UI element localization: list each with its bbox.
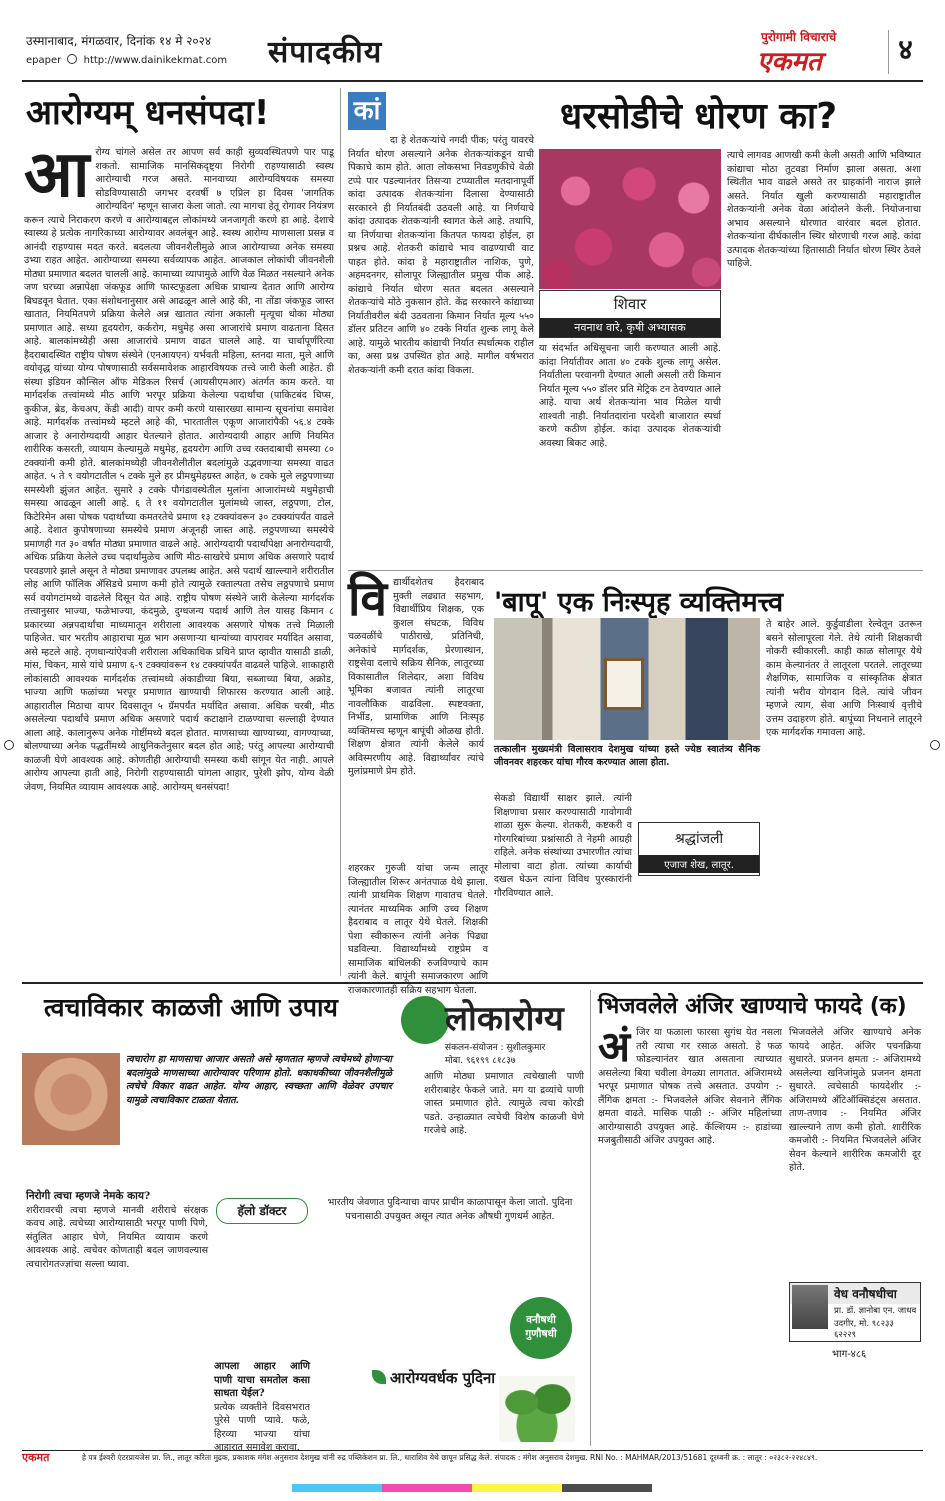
lokarogya-editor-name: संकलन-संयोजन : सुशीलकुमार — [445, 1043, 546, 1053]
feature2-col3b — [638, 880, 760, 976]
lokarogya-phone: मोबा. ९६१९९ ८१८३७ — [445, 1056, 516, 1066]
vedh-phone: उदगीर, मो. ९८२३३ ६२२२९ — [834, 1319, 894, 1340]
anjir-col2b — [789, 1362, 921, 1446]
registration-mark-icon — [930, 740, 940, 750]
editorial-dropcap: आ — [24, 137, 90, 212]
meditation-icon — [401, 996, 449, 1044]
vanoushadhi-badge: वनौषधी गुणौषधी — [510, 1297, 572, 1359]
anjir-title: भिजवलेले अंजिर खाण्याचे फायदे (क) — [598, 994, 907, 1019]
editorial-body — [24, 137, 334, 976]
feature2-col4: ते बाहेर आले. कुर्डुवाडीला रेल्वेतून उतरून बसने सोलापूरला गेले. तेथे त्यांनी शिक्षकाची नोकरी स्वीकारली. काही काळ सोलापूर येथे काम केल्यानंतर ते लातूरला परतले. लातूरच्या शैक्षणिक, सामाजिक व सांस्कृतिक क्षेत्रात त्यांनी भरीव योगदान दिले. त्यांचे जीवन म्हणजे त्याग, सेवा आणि निःस्वार्थ वृत्तीचे उत्तम उदाहरण होते. बापूंच्या निधनाने लातूरने एक मार्गदर्शक गमावला आहे. — [766, 619, 922, 738]
logo-tagline: पुरोगामी विचाराचे — [761, 30, 837, 44]
health-intro: त्वचारोग हा माणसाचा आजार असतो असे म्हणतात म्हणजे त्वचेमध्ये होणाऱ्या बदलांमुळे माणसाच्या आरोग्यावर परिणाम होतो. धकाधकीच्या जीवनशैलीमुळे त्वचेचे विकार वाढत आहेत. योग्य आहार, स्वच्छता आणि वेळेवर उपचार यामुळे त्वचाविकार टाळता येतात. — [126, 1054, 392, 1106]
section-divider — [348, 570, 923, 571]
health-body2: प्रत्येक व्यक्तीने दिवसभरात पुरेसे पाणी प्यावे. फळे, हिरव्या भाज्या यांचा आहारात समावेश करावा. — [214, 1401, 310, 1453]
footer-logo: एकमत — [22, 1451, 50, 1464]
feature1-col2: त्याचे लागवड आणखी कमी केली असती आणि भविष्यात कांद्याचा मोठा तुटवडा निर्माण झाला असता. अशा स्थितीत भाव वाढले असते तर ग्राहकांनी नाराज झाले असते. निर्यात खुली करण्यासाठी महाराष्ट्रातील शेतकऱ्यांनी अनेक वेळा आंदोलने केली. नियोजनाचा अभाव असल्याने धोरणात वारंवार बदल होतात. शेतकऱ्यांना दीर्घकालीन स्थिर धोरणाची गरज आहे. कांदा उत्पादक शेतकऱ्यांच्या हितासाठी निर्यात धोरण स्थिर ठेवले पाहिजे. — [727, 150, 921, 269]
color-bar — [292, 1484, 652, 1492]
health-body: शरीरावरची त्वचा म्हणजे मानवी शरीराचे संरक्षक कवच आहे. त्वचेच्या आरोग्यासाठी भरपूर पाणी पिणे, संतुलित आहार घेणे, नियमित व्यायाम करणे आवश्यक आहे. त्वचेवर कोणताही बदल जाणवल्यास त्वचारोगतज्ज्ञांचा सल्ला घ्यावा. — [26, 1204, 208, 1270]
registration-mark-icon — [4, 740, 14, 750]
author-photo — [792, 1285, 828, 1329]
masthead — [22, 28, 923, 78]
lokarogya-title: लोकारोग्य — [445, 999, 564, 1039]
section-title: संपादकीय — [268, 35, 383, 70]
vedh-box — [789, 1282, 921, 1342]
lokarogya-body: आणि मोठ्या प्रमाणात त्वचेखाली पाणी शरीराबाहेर फेकले जाते. मग या द्रव्यांचे पाणी जास्त प्रमाणात होते. त्यामुळे त्वचा कोरडी पडते. उन्हाळ्यात त्वचेची विशेष काळजी घेणे गरजेचे आहे. — [424, 1071, 584, 1136]
pudina-heading — [372, 1368, 495, 1388]
globe-icon — [67, 54, 77, 64]
feature2-title: 'बापू' एक निःस्पृह व्यक्तिमत्त्व — [494, 587, 784, 618]
pudina-title: आरोग्यवर्धक पुदिना — [390, 1369, 496, 1387]
epaper-url[interactable]: http://www.dainikekmat.com — [83, 55, 228, 66]
date-line: उस्मानाबाद, मंगळवार, दिनांक १४ मे २०२४ — [26, 34, 212, 48]
pudina-intro: भारतीय जेवणात पुदिन्याचा वापर प्राचीन काळापासून केला जातो. पुदिना पचनासाठी उपयुक्त असून त्यात अनेक औषधी गुणधर्म आहेत. — [327, 1197, 573, 1222]
shraddhanjali-box — [638, 822, 760, 876]
skin-photo — [22, 1053, 120, 1145]
photo-caption: तत्कालीन मुख्यमंत्री विलासराव देशमुख यांच्या हस्ते ज्येष्ठ स्वातंत्र्य सैनिक जीवनवर शहरकर यांचा गौरव करण्यात आला होता. — [494, 744, 760, 768]
vedh-title: वेध वनौषधीचा — [790, 1283, 920, 1304]
health-title: त्वचाविकार काळजी आणि उपाय — [44, 993, 338, 1022]
series-part: भाग-४८६ — [832, 1349, 867, 1360]
anjir-col1-text: जिर या फळाला फारसा सुगंध येत नसला तरी त्याचा गर रसाळ असतो. हे फळ फोडल्यानंतर खात असताना त्याच्यात असलेल्या बिया चवीला वेगळ्या लागतात. अंजिरामध्ये भरपूर प्रमाणात पोषक तत्त्वे असतात. उपयोग :- लैंगिक क्षमता :- भिजवलेले अंजिर सेवनाने लैंगिक क्षमता वाढते. मासिक पाळी :- अंजिर महिलांच्या आरोग्यासाठी उपयुक्त आहे. कॅल्शियम :- हाडांच्या मजबुतीसाठी अंजिर उपयुक्त आहे. — [598, 1027, 782, 1146]
anjir-col1 — [598, 1022, 782, 1446]
footer-text: हे पत्र ईश्वरी एंटरप्रायजेस प्रा. लि., लातूर करिता मुद्रक, प्रकाशक मंगेश अनुसराव देशमुख यांनी रुद्र पब्लिकेशन प्रा. लि., धाराशिव येथे छापून प्रसिद्ध केले. संपादक : मंगेश अनुसराव देशमुख. RNI No. : MAHMAR/2013/51681 दूरध्वनी क्र. : लातूर : ०२३८२-२२४८४९. — [82, 1453, 818, 1462]
editorial-title: आरोग्यम् धनसंपदा! — [26, 93, 270, 133]
shivar-title: शिवार — [613, 295, 647, 313]
feature2-col1 — [348, 571, 484, 856]
feature2-col2: शहरकर गुरुजी यांचा जन्म लातूर जिल्ह्यातील शिरूर अनंतपाळ येथे झाला. त्यांनी प्राथमिक शिक्षण गावातच घेतले. त्यानंतर माध्यमिक आणि उच्च शिक्षण हैदराबाद व लातूर येथे घेतले. शिक्षकी पेशा स्वीकारून त्यांनी अनेक पिढ्या घडविल्या. विद्यार्थ्यांमध्ये राष्ट्रप्रेम व सामाजिक बांधिलकी रुजविण्याचे काम त्यांनी केले. बापूंनी समाजकारण आणि राजकारणातही सक्रिय सहभाग घेतला. — [348, 863, 488, 996]
page-number: ४ — [888, 30, 922, 74]
feature1-author: नवनाथ वारे, कृषी अभ्यासक — [540, 318, 720, 337]
ka-badge: कां — [348, 92, 386, 130]
health-q2: आपला आहार आणि पाणी याचा समतोल कसा साधता येईल? — [214, 1361, 310, 1399]
feature2-author: एजाज शेख, लातूर. — [639, 855, 759, 873]
health-q1: निरोगी त्वचा म्हणजे नेमके काय? — [26, 1190, 151, 1202]
shraddhanjali-title: श्रद्धांजली — [674, 831, 724, 847]
feature1-col3: या संदर्भात अधिसूचना जारी करण्यात आली आहे. कांदा निर्यातीवर आता ४० टक्के शुल्क लागू असेल. निर्यातीला परवानगी देण्यात आली असली तरी किमान निर्यात मूल्य ५५० डॉलर प्रति मेट्रिक टन ठेवण्यात आले आहे. याचा अर्थ शेतकऱ्यांना भाव मिळेल याची शाश्वती नाही. निर्यातदारांना परदेशी बाजारात स्पर्धा करणे कठीण होईल. कांदा उत्पादक शेतकऱ्यांची अवस्था बिकट आहे. — [539, 343, 721, 449]
feature1-title: धरसोडीचे धोरण का? — [560, 96, 838, 137]
felicitation-photo — [494, 618, 760, 740]
newspaper-logo: एकमत — [757, 47, 822, 77]
feature2-col3: सेकडो विद्यार्थी साक्षर झाले. त्यांनी शिक्षणाचा प्रसार करण्यासाठी गावोगावी शाळा सुरू केल्या. शेतकरी, कष्टकरी व गोरगरिबांच्या प्रश्नांसाठी ते नेहमी आग्रही राहिले. अनेक संस्थांच्या उभारणीत त्यांचा मोलाचा वाटा होता. त्यांच्या कार्याची दखल घेऊन त्यांना विविध पुरस्कारांनी गौरविण्यात आले. — [494, 793, 632, 899]
anjir-col2: भिजवलेले अंजिर खाण्याचे अनेक फायदे आहेत. अंजिर पचनक्रिया सुधारते. प्रजनन क्षमता :- अंजिरामध्ये असलेल्या खनिजांमुळे प्रजनन क्षमता सुधारते. त्वचेसाठी फायदेशीर :- अंजिरामध्ये अँटिऑक्सिडंट्स असतात. ताण-तणाव :- नियमित अंजिर खाल्ल्याने ताण कमी होतो. शारीरिक कमजोरी :- नियमित भिजवलेले अंजिर सेवन केल्याने शारीरिक कमजोरी दूर होते. — [789, 1027, 921, 1173]
onion-photo — [539, 149, 721, 289]
feature2-col1-text: द्यार्थीदशेतच हैदराबाद मुक्ती लढ्यात सहभाग, विद्यार्थीप्रिय शिक्षक, एक कुशल संघटक, विविध चळवळींचे पाठीराखे, प्रतिनिधी, अनेकांचे मार्गदर्शक, प्रेरणास्थान, राष्ट्रसेवा दलाचे सक्रिय सैनिक, लातूरच्या विकासातील शिलेदार, अशा विविध भूमिका बजावत त्यांनी लातूरचा नावलौकिक वाढविला. स्पष्टवक्ता, निर्भीड, प्रामाणिक आणि निःस्पृह व्यक्तिमत्त्व म्हणून बापूंची ओळख होती. शिक्षण क्षेत्रात त्यांनी केलेले कार्य अविस्मरणीय आहे. विद्यार्थ्यांवर त्यांचे मुलांप्रमाणे प्रेम होते. — [348, 577, 484, 777]
hello-doctor-badge: हॅलो डॉक्टर — [216, 1198, 308, 1224]
mint-photo — [499, 1376, 575, 1442]
certificate-frame — [604, 658, 644, 710]
editorial-text: रोग्य चांगले असेल तर आपण सर्व काही सुव्यवस्थितपणे पार पाडू शकतो. सामाजिक मानसिकदृष्ट्या निरोगी राहण्यासाठी स्वस्थ आरोग्याची गरज असते. मानवाच्या आरोग्यविषयक समस्या सोडविण्यासाठी जगभर दरवर्षी ७ एप्रिल हा दिवस 'जागतिक आरोग्यदिन' म्हणून साजरा केला जातो. त्या मागचा हेतू रोगावर नियंत्रण करून त्याचे निराकरण करणे व आरोग्याबद्दल लोकांमध्ये जनजागृती करणे हा आहे. देशाचे स्वास्थ्य हे प्रत्येक नागरिकाच्या आरोग्यावर अवलंबून आहे. स्वस्थ आरोग्य माणसाला प्रसन्न व आनंदी राहण्यास मदत करते. बदलत्या जीवनशैलीमुळे आज आरोग्याच्या अनेक समस्या उभ्या राहत आहेत. आरोग्याच्या समस्या सर्वव्यापक आहेत. आजकाल लोकांची जीवनशैली मोठ्या प्रमाणात बदलत चालली आहे. कामाच्या व्यापामुळे आणि वेळ मिळत नसल्याने अनेक जण घरच्या अन्नापेक्षा जंकफूड आणि फास्टफूडला अधिक प्राधान्य देतात आणि आरोग्य बिघडवून घेतात. एका संशोधनानुसार असे आढळून आले आहे की, ना तोंडा जंकफूड जास्त खातात, नियमितपणे प्रक्रिया केलेले अन्न खातात त्यांना अकाली मृत्यूचा धोका मोठ्या प्रमाणात आहे. सध्या हृदयरोग, कर्करोग, मधुमेह असा आजारांचे प्रमाण वाढताना दिसत आहे. बालकांमध्येही असा आजारांचे प्रमाण वाढत चालले आहे. या चार्चापूर्णरित्या हैदराबादस्थित राष्ट्रीय पोषण संस्थेने (एनआयएन) यर्भवती महिला, स्तनदा माता, मुले आणि वयोवृद्ध यांच्या योग्य पोषणासाठी सर्वसमावेशक आहारविषयक तत्त्वे जारी केली आहेत. ही संस्था इंडियन कौन्सिल ऑफ मेडिकल रिसर्च (आयसीएमआर) अंतर्गत काम करते. या मार्गदर्शक तत्त्वांमध्ये मीठ आणि भरपूर प्रक्रिया केलेल्या पदार्थांचा (पाकिटबंद चिप्स, कुकीज, ब्रेड, केचअप, केंडी आदी) वापर कमी करणे यासारख्या सामान्य सूचनांचा समावेश आहे. मार्गदर्शक तत्त्वांमध्ये म्हटले आहे की, भारतातील एकूण आजारांपैकी ५६.४ टक्के आजार हे अनारोग्यदायी आहार घेतल्याने होतात. आरोग्यदायी आहार आणि नियमित शारीरिक कसरती, व्यायाम केल्यामुळे मधुमेह, हृदयरोग आणि उच्च रक्तदाबाची समस्या ८० टक्क्यांनी कमी होते. बालकांमध्येही जीवनशैलीतील बदलांमुळे उद्भवणाऱ्या समस्या वाढत आहेत. ५ ते ९ वयोगटातील ५ टक्के मुले हर प्रीमधुमेहग्रस्त आहेत, ७ टक्के मुले लठ्ठपणाच्या समस्येशी झुंजत आहेत. सुमारे ३ टक्के पौगंडावस्थेतील मुलांना आजारांमध्ये मधुमेहाची समस्या आढळून आली आहे. ६ ते ११ वयोगटातील मुलांमध्ये जास्त, लठ्ठपणा, टोल, किटेरिमेन असा पोषक पदार्थांच्या कमतरतेचे प्रमाण १३ टक्क्यांवरून ३० टक्क्यांपर्यंत वाढले आहे. देशात कुपोषणाच्या समस्येचे प्रमाण अजूनही जास्त आहे. लठ्ठपणाच्या समस्येचे प्रमाणही गत ३० वर्षांत मोठ्या प्रमाणात वाढले आहे. आरोग्यदायी पदार्थांपेक्षा अनारोग्यदायी, अधिक प्रक्रिया केलेले उच्च पदार्थांमुळेच आणि मीठ-साखरेचे प्रमाण अधिक असणारे पदार्थ परवडणारे झाले असून ते मोठ्या प्रमाणावर उपलब्ध आहेत. असे पदार्थ खाल्ल्याने शरीरातील लोह आणि फॉलिक ॲसिडचे प्रमाण कमी होते त्यामुळे रक्ताल्पता तसेच लठ्ठपणाचे प्रमाण सर्व वयोगटांमध्ये वाढलेले दिसून येत आहे. राष्ट्रीय पोषण संस्थेने जारी केलेल्या मार्गदर्शक तत्त्वानुसार भाज्या, फळेभाज्या, कंदमुळे, दुग्धजन्य पदार्थ आणि तेल यासह किमान ८ प्रकारच्या अन्नपदार्थांचा माध्यमातून शरीराला आवश्यक असणारे पोषक तत्त्वे मिळाली पाहिजेत. चार भरतीय आहाराचा मूळ भाग असणाऱ्या धान्यांच्या वापरावर मर्यादित असावा, असे म्हटले आहे. तृणधान्यांऐवजी शरीराला अधिकाधिक प्रथिने प्राप्त व्हावीत यासाठी डाळी, मांस, चिकन, मासे यांचे प्रमाण ६-९ टक्क्यांवरून १४ टक्क्यांपर्यंत वाढवले पाहिजे. शाकाहारी लोकांसाठी आवश्यक मार्गदर्शक तत्त्वांमध्ये अंकाडीच्या बिया, सब्जाच्या बिया, अक्रोड, भाज्या आणि फळांच्या भरपूर प्रमाणात खाण्याची शिफारस करण्यात आली आहे. आहारातील मिठाचा वापर दिवसातून ५ ग्रॅमपर्यंत मर्यादित असावा. अधिक चरबी, मीठ असलेल्या पदार्थांचे प्रमाण अधिक असणारे पदार्थ कटाक्षाने टाळण्याचा सल्लाही देण्यात आला आहे. कालानुरूप अनेक गोष्टींमध्ये बदल होतात. माणसाच्या खाण्याच्या, वागण्याच्या, बोलण्याच्या अनेक पद्धतींमध्ये आधुनिकतेनुसार बदल होत आहे; परंतु आपल्या आरोग्याची काळजी घेणे आवश्यक आहे. कोणतीही आरोग्याची समस्या कधी सांगून येत नाही. आपले आरोग्य आपल्या हाती आहे, निरोगी राहण्यासाठी चांगला आहार, पुरेशी झोप, योग्य वेळी जेवण, नियमित व्यायाम आवश्यक आहे. आरोग्यम् धनसंपदा! — [24, 147, 334, 793]
health-q2-block — [214, 1230, 310, 1453]
anjir-dropcap: अं — [598, 1022, 631, 1071]
feature2-dropcap: वि — [348, 571, 388, 627]
health-q1-block — [26, 1190, 208, 1445]
vedh-author: प्रा. डॉ. ज्ञानोबा एन. जाधव — [834, 1306, 917, 1316]
masthead-rule — [22, 80, 923, 82]
epaper-link[interactable] — [26, 54, 227, 66]
imprint-footer — [22, 1450, 923, 1476]
shivar-box — [539, 290, 721, 338]
column-divider-2 — [590, 990, 591, 1446]
lokarogya-editor — [445, 1040, 545, 1066]
column-divider — [340, 88, 341, 976]
bottom-section-rule — [22, 982, 923, 984]
epaper-label: epaper — [26, 55, 62, 66]
feature1-col1: दा हे शेतकऱ्यांचे नगदी पीक; परंतु यावरचे निर्यात धोरण असल्याने अनेक शेतकऱ्यांकडून याची पिकाचे काम होते. आता लोकसभा निवडणुकीचे वेळी टप्पे पार पडल्यानंतर तिसऱ्या टप्प्यातील मतदानापूर्वी कांदा उत्पादक शेतकऱ्यांना दिलासा देण्यासाठी सरकारने ही निर्यातबंदी उठवली आहे. या निर्णयाचे कांदा उत्पादक शेतकऱ्यांनी स्वागत केले आहे. तथापि, या निर्णयाचा शेतकऱ्यांना कितपत फायदा होईल, हा प्रश्नच आहे. शेतकरी कांद्याचे भाव वाढण्याची वाट पाहत होते. कांदा हे महाराष्ट्रातील नाशिक, पुणे, अहमदनगर, सोलापूर जिल्ह्यातील प्रमुख पीक आहे. कांद्याचे निर्यात धोरण सतत बदलत असल्याने शेतकऱ्यांचे मोठे नुकसान होते. केंद्र सरकारने कांद्याच्या निर्यातीवरील बंदी उठवताना किमान निर्यात मूल्य ५५० डॉलर प्रतिटन आणि ४० टक्के निर्यात शुल्क लागू केले आहे. यामुळे भारतीय कांद्याची निर्यात स्पर्धात्मक राहील का, असा प्रश्न उपस्थित होत आहे. मागील वर्षभरात शेतकऱ्यांनी कमी दरात कांदा विकला. — [348, 135, 534, 376]
leaf-icon — [372, 1370, 386, 1384]
